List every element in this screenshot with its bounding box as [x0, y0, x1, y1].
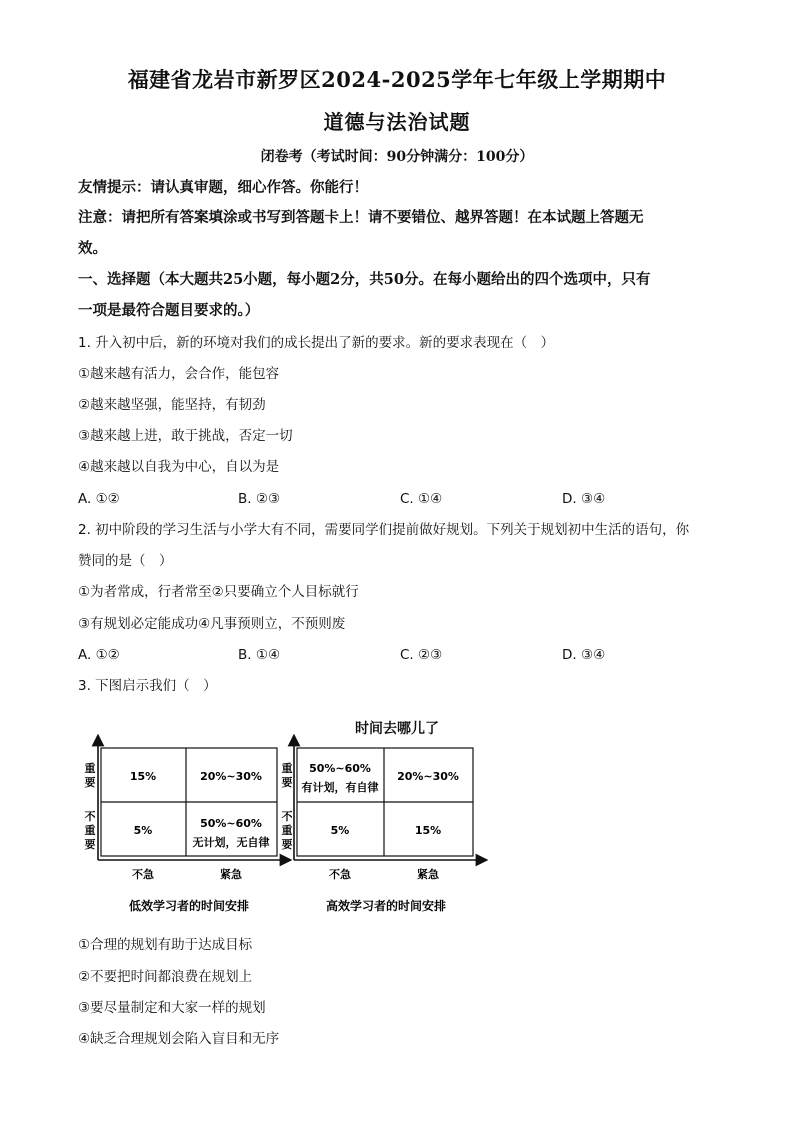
q1-item: ②越来越坚强，能坚持，有韧劲	[78, 397, 266, 413]
q2-stem-1: 2. 初中阶段的学习生活与小学大有不同，需要同学们提前做好规划。下列关于规划初中生活的语句，你	[78, 522, 690, 538]
q2-option-b[interactable]: B. ①④	[238, 647, 281, 663]
q3-item: ①合理的规划有助于达成目标	[78, 937, 253, 953]
left-y-label: 重	[84, 762, 96, 775]
q2-item: ①为者常成，行者常至②只要确立个人目标就行	[78, 584, 359, 600]
left-cell-value: 无计划，无自律	[192, 836, 270, 849]
section-heading-1: 一、选择题（本大题共25小题，每小题2分，共50分。在每小题给出的四个选项中，只有	[78, 271, 651, 288]
right-y-label: 要	[281, 776, 293, 789]
figure-title: 时间去哪儿了	[355, 721, 439, 737]
right-cell-value: 15%	[414, 824, 442, 837]
left-y-label: 不	[84, 810, 96, 823]
q3-item: ②不要把时间都浪费在规划上	[78, 969, 253, 985]
time-matrix-figure	[76, 734, 496, 919]
left-x-label: 紧急	[220, 868, 242, 881]
right-caption: 高效学习者的时间安排	[325, 899, 447, 913]
tip-text: 友情提示：请认真审题，细心作答。你能行！	[78, 179, 368, 196]
q1-item: ③越来越上进，敢于挑战，否定一切	[78, 428, 293, 444]
notice-text-1: 注意：请把所有答案填涂或书写到答题卡上！请不要错位、越界答题！在本试题上答题无	[78, 209, 644, 226]
q2-item: ③有规划必定能成功④凡事预则立，不预则废	[78, 616, 346, 632]
right-cell-value: 5%	[330, 824, 350, 837]
q2-option-a[interactable]: A. ①②	[78, 647, 120, 663]
right-y-label: 要	[281, 838, 293, 851]
q1-option-b[interactable]: B. ②③	[238, 491, 281, 507]
left-caption: 低效学习者的时间安排	[128, 899, 250, 913]
left-x-label: 不急	[132, 868, 154, 881]
q2-stem-2: 赞同的是（ ）	[78, 553, 173, 569]
q1-option-a[interactable]: A. ①②	[78, 491, 120, 507]
q3-stem: 3. 下图启示我们（ ）	[78, 678, 217, 694]
right-x-label: 紧急	[417, 868, 439, 881]
q1-option-d[interactable]: D. ③④	[562, 491, 606, 507]
notice-text-2: 效。	[78, 240, 107, 257]
right-cell-value: 50%~60%	[309, 762, 371, 775]
right-cell-value: 20%~30%	[397, 770, 459, 783]
q3-item: ③要尽量制定和大家一样的规划	[78, 1000, 266, 1016]
exam-info: 闭卷考（考试时间：90分钟满分：100分）	[260, 149, 534, 165]
left-y-label: 要	[84, 776, 96, 789]
left-cell-value: 15%	[129, 770, 157, 783]
right-y-label: 不	[281, 810, 293, 823]
q1-item: ④越来越以自我为中心，自以为是	[78, 459, 280, 475]
left-cell-value: 20%~30%	[200, 770, 262, 783]
q2-option-d[interactable]: D. ③④	[562, 647, 606, 663]
right-cell-value: 有计划，有自律	[301, 781, 379, 794]
q1-stem: 1. 升入初中后，新的环境对我们的成长提出了新的要求。新的要求表现在（ ）	[78, 335, 555, 351]
q2-option-c[interactable]: C. ②③	[400, 647, 443, 663]
exam-subject: 道德与法治试题	[323, 110, 471, 134]
right-y-label: 重	[281, 824, 293, 837]
q1-option-c[interactable]: C. ①④	[400, 491, 443, 507]
left-y-label: 要	[84, 838, 96, 851]
exam-title: 福建省龙岩市新罗区2024-2025学年七年级上学期期中	[127, 67, 667, 92]
left-y-label: 重	[84, 824, 96, 837]
q1-item: ①越来越有活力，会合作，能包容	[78, 366, 280, 382]
section-heading-2: 一项是最符合题目要求的。）	[78, 302, 260, 319]
q3-item: ④缺乏合理规划会陷入盲目和无序	[78, 1031, 280, 1047]
right-x-label: 不急	[329, 868, 351, 881]
right-y-label: 重	[281, 762, 293, 775]
left-cell-value: 5%	[133, 824, 153, 837]
left-cell-value: 50%~60%	[200, 817, 262, 830]
